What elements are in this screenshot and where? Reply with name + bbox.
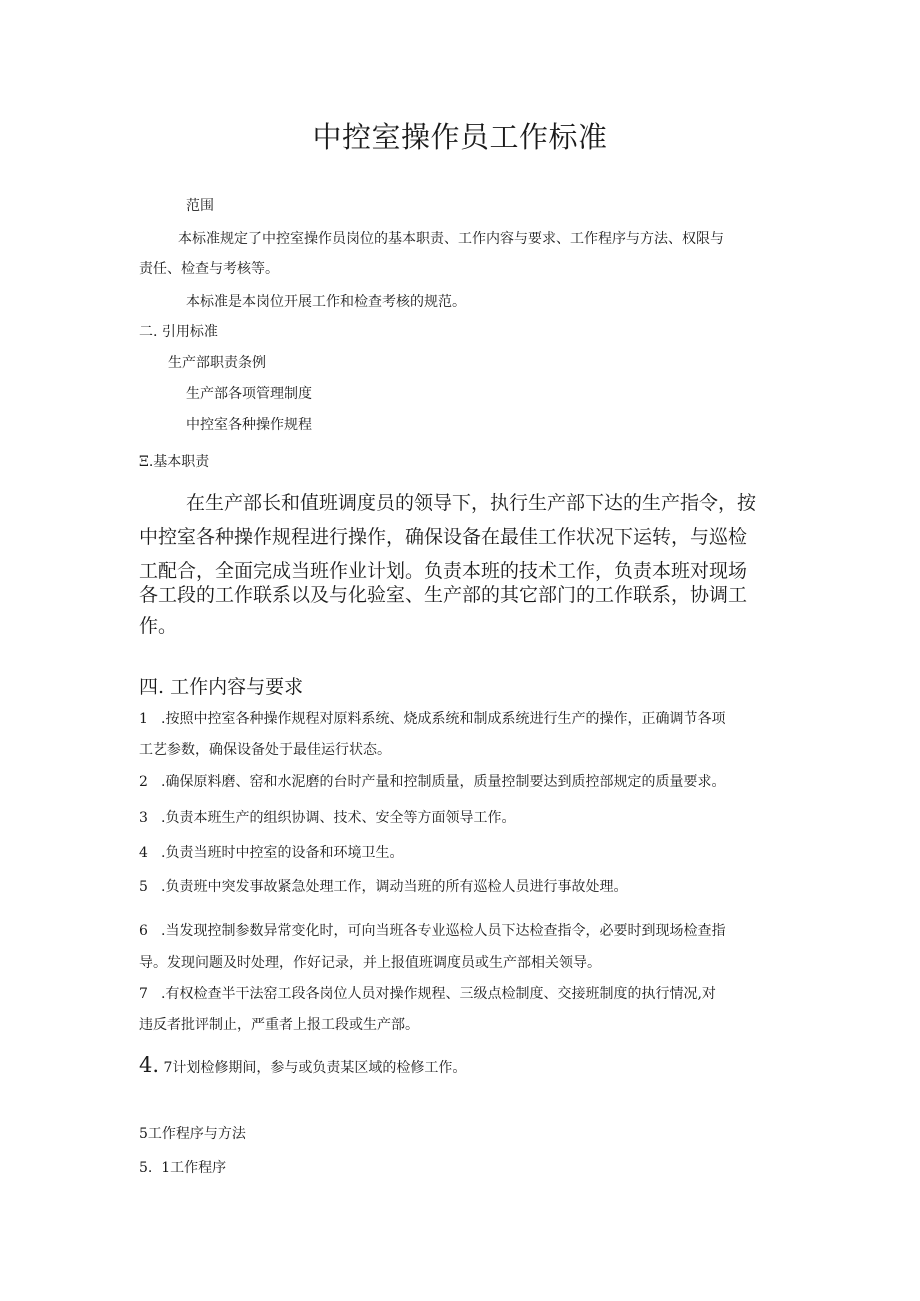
scope-paragraph-line-2: 责任、检查与考核等。	[139, 261, 279, 277]
item-text: .按照中控室各种操作规程对原料系统、烧成系统和制成系统进行生产的操作，正确调节各项	[161, 711, 726, 727]
section-heading-procedures: 5工作程序与方法	[139, 1126, 246, 1142]
work-item-3	[139, 808, 515, 828]
work-item-2	[139, 772, 725, 792]
item-text: 7计划检修期间，参与或负责某区域的检修工作。	[163, 1060, 467, 1076]
scope-paragraph-line-1: 本标准规定了中控室操作员岗位的基本职责、工作内容与要求、工作程序与方法、权限与	[178, 231, 724, 247]
item-number: 5	[139, 879, 148, 895]
duties-line: 中控室各种操作规程进行操作，确保设备在最佳工作状况下运转，与巡检	[139, 526, 748, 548]
subsection-number: 5.	[139, 1160, 153, 1176]
item-text: .负责班中突发事故紧急处理工作，调动当班的所有巡检人员进行事故处理。	[161, 879, 628, 895]
item-text: .确保原料磨、窑和水泥磨的台时产量和控制质量，质量控制要达到质控部规定的质量要求。	[161, 774, 726, 790]
item-number: 6	[139, 923, 148, 939]
item-number: 3	[139, 810, 148, 826]
reference-item: 生产部各项管理制度	[186, 386, 312, 402]
scope-paragraph-2: 本标准是本岗位开展工作和检查考核的规范。	[186, 294, 466, 310]
work-item-1	[139, 709, 725, 729]
duties-line: 在生产部长和值班调度员的领导下，执行生产部下达的生产指令，按	[186, 492, 757, 514]
item-text: .负责本班生产的组织协调、技术、安全等方面领导工作。	[161, 810, 516, 826]
item-number: 1	[139, 711, 148, 727]
item-text: .负责当班时中控室的设备和环境卫生。	[161, 845, 404, 861]
duties-line: 各工段的工作联系以及与化验室、生产部的其它部门的工作联系，协调工	[139, 584, 748, 606]
section-heading-work-content: 四. 工作内容与要求	[139, 676, 304, 698]
section-heading-scope: 范围	[186, 198, 214, 214]
item-number: 2	[139, 774, 148, 790]
item-text: .当发现控制参数异常变化时，可向当班各专业巡检人员下达检查指令，必要时到现场检查指	[161, 923, 726, 939]
reference-item: 中控室各种操作规程	[186, 417, 312, 433]
work-item-5	[139, 877, 627, 897]
work-item-last	[139, 1055, 466, 1078]
item-text: .有权检查半干法窑工段各岗位人员对操作规程、三级点检制度、交接班制度的执行情况,对	[161, 986, 716, 1002]
work-item-6-line-2: 导。发现问题及时处理，作好记录，并上报值班调度员或生产部相关领导。	[139, 955, 601, 971]
item-number: 4	[139, 845, 148, 861]
subsection-heading	[139, 1158, 226, 1178]
work-item-6	[139, 921, 725, 941]
item-number: 4.	[139, 1053, 160, 1077]
duties-line: 作。	[139, 615, 178, 637]
item-number: 7	[139, 986, 148, 1002]
work-item-4	[139, 843, 403, 863]
document-title: 中控室操作员工作标准	[312, 120, 608, 154]
work-item-1-line-2: 工艺参数，确保设备处于最佳运行状态。	[139, 742, 391, 758]
work-item-7	[139, 984, 716, 1004]
subsection-text: 1工作程序	[161, 1160, 227, 1176]
section-heading-references: 二. 引用标准	[139, 324, 218, 340]
work-item-7-line-2: 违反者批评制止，严重者上报工段或生产部。	[139, 1017, 419, 1033]
section-heading-duties: Ξ.基本职责	[139, 454, 210, 470]
reference-item: 生产部职责条例	[168, 355, 266, 371]
duties-line: 工配合，全面完成当班作业计划。负责本班的技术工作，负责本班对现场	[139, 560, 748, 582]
